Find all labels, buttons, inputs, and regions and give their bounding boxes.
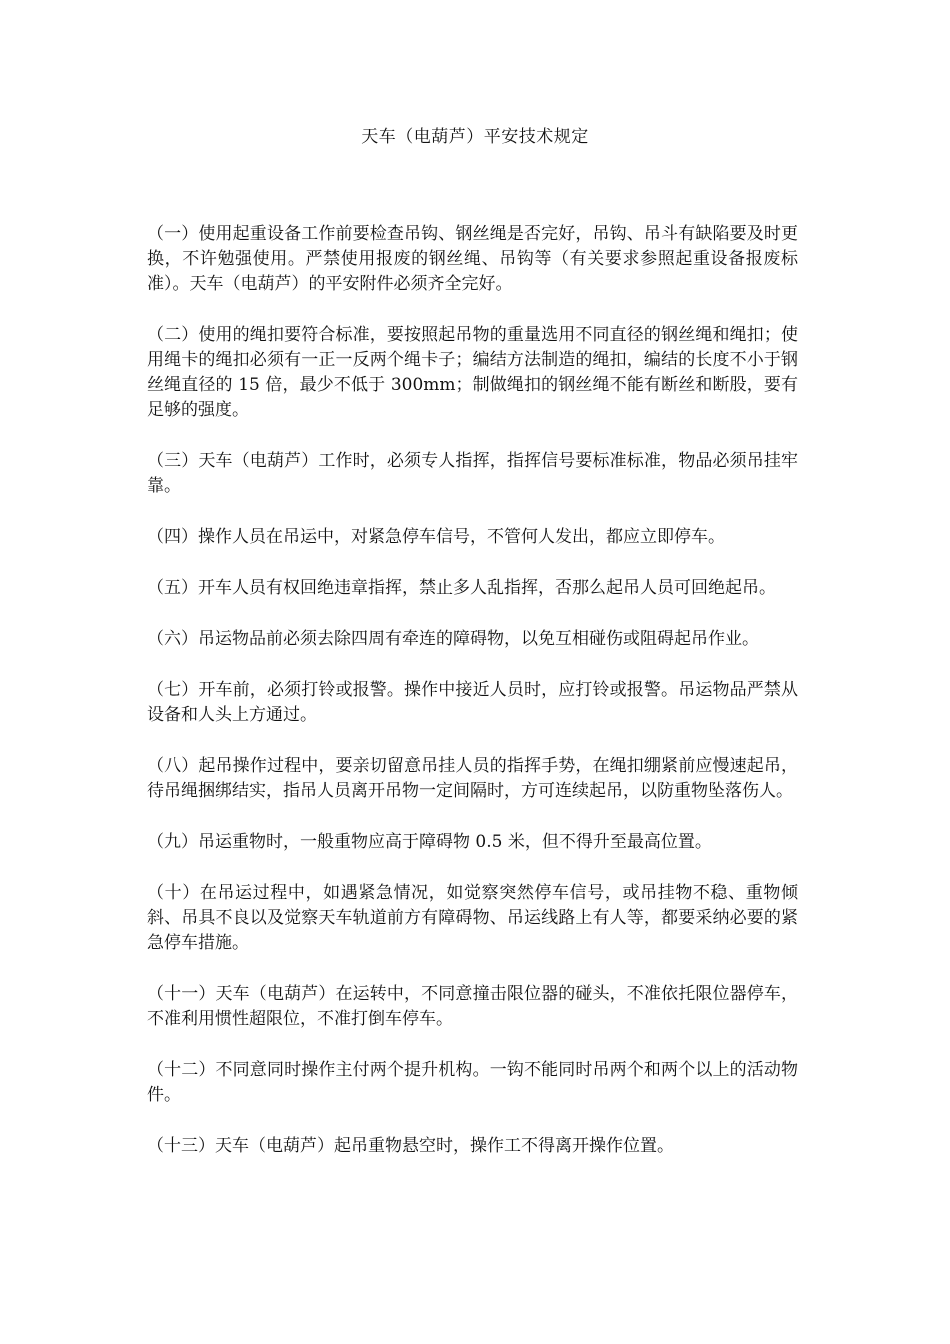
paragraph-2: （二）使用的绳扣要符合标准，要按照起吊物的重量选用不同直径的钢丝绳和绳扣；使用绳卡的绳扣必须有一正一反两个绳卡子；编结方法制造的绳扣，编结的长度不小于钢丝绳直径的 15 倍，最少不低于 300mm；制做绳扣的钢丝绳不能有断丝和断股，要有足够的强度。 [147, 325, 798, 420]
paragraph-1: （一）使用起重设备工作前要检查吊钩、钢丝绳是否完好，吊钩、吊斗有缺陷要及时更换，不许勉强使用。严禁使用报废的钢丝绳、吊钩等（有关要求参照起重设备报废标准）。天车（电葫芦）的平安附件必须齐全完好。 [147, 224, 798, 294]
paragraph-5: （五）开车人员有权回绝违章指挥，禁止多人乱指挥，否那么起吊人员可回绝起吊。 [147, 578, 776, 598]
paragraph-7: （七）开车前，必须打铃或报警。操作中接近人员时，应打铃或报警。吊运物品严禁从设备和人头上方通过。 [147, 680, 798, 725]
paragraph-9: （九）吊运重物时，一般重物应高于障碍物 0.5 米，但不得升至最高位置。 [147, 832, 712, 852]
paragraph-11: （十一）天车（电葫芦）在运转中，不同意撞击限位器的碰头，不准依托限位器停车，不准利用惯性超限位，不准打倒车停车。 [147, 984, 798, 1029]
paragraph-6: （六）吊运物品前必须去除四周有牵连的障碍物，以免互相碰伤或阻碍起吊作业。 [147, 629, 759, 649]
document-title: 天车（电葫芦）平安技术规定 [361, 127, 589, 147]
paragraph-10: （十）在吊运过程中，如遇紧急情况，如觉察突然停车信号，或吊挂物不稳、重物倾斜、吊具不良以及觉察天车轨道前方有障碍物、吊运线路上有人等，都要采纳必要的紧急停车措施。 [147, 883, 798, 953]
paragraph-4: （四）操作人员在吊运中，对紧急停车信号，不管何人发出，都应立即停车。 [147, 527, 725, 547]
paragraph-12: （十二）不同意同时操作主付两个提升机构。一钩不能同时吊两个和两个以上的活动物件。 [147, 1060, 798, 1105]
paragraph-13: （十三）天车（电葫芦）起吊重物悬空时，操作工不得离开操作位置。 [147, 1136, 674, 1156]
document-body [147, 222, 798, 1185]
paragraph-3: （三）天车（电葫芦）工作时，必须专人指挥，指挥信号要标准标准，物品必须吊挂牢靠。 [147, 451, 798, 496]
paragraph-8: （八）起吊操作过程中，要亲切留意吊挂人员的指挥手势，在绳扣绷紧前应慢速起吊，待吊绳捆绑结实，指吊人员离开吊物一定间隔时，方可连续起吊，以防重物坠落伤人。 [147, 756, 798, 801]
